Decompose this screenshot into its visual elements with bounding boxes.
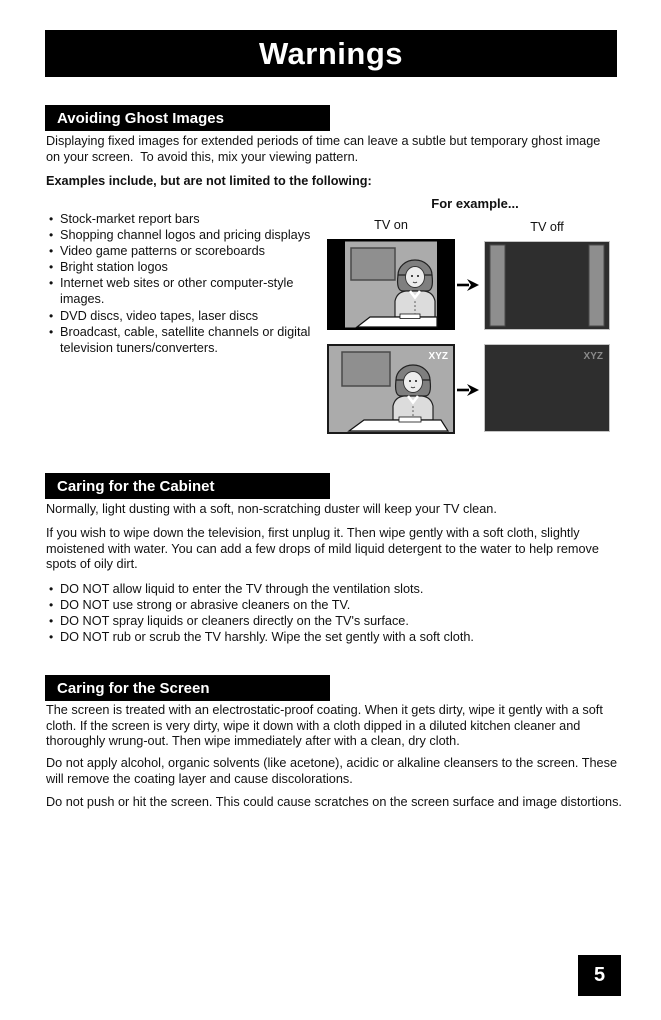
station-logo-text: XYZ [428, 351, 448, 362]
list-item: • Bright station logos [46, 259, 331, 275]
ghost-logo-screen-icon [484, 344, 610, 432]
tv-off-ghost-logo-illustration [484, 344, 610, 432]
list-item: • DO NOT rub or scrub the TV harshly. Wipe the set gently with a soft cloth. [46, 629, 621, 645]
ghost-intro-paragraph: Displaying fixed images for extended periods of time can leave a subtle but temporary ghost image on your screen. To avoid this, mix your viewing pattern. [46, 134, 604, 164]
tv-on-logo-illustration [327, 344, 455, 434]
ghost-examples-list [46, 211, 331, 356]
list-item: • Broadcast, cable, satellite channels or digital television tuners/converters. [46, 324, 331, 356]
list-item: • DO NOT use strong or abrasive cleaners on the TV. [46, 597, 621, 613]
list-item: • Shopping channel logos and pricing displays [46, 227, 331, 243]
tv-on-label: TV on [374, 218, 408, 232]
list-item: • Stock-market report bars [46, 211, 331, 227]
section-heading-ghost-images: Avoiding Ghost Images [45, 105, 330, 131]
arrow-right-icon [456, 382, 480, 398]
tv-off-ghost-bars-illustration [484, 241, 610, 330]
tv-on-pillarbox-illustration [327, 239, 455, 330]
page-title: Warnings [45, 30, 617, 77]
section-heading-screen: Caring for the Screen [45, 675, 330, 701]
ghost-bars-screen-icon [484, 241, 610, 330]
page-number-badge: 5 [578, 955, 621, 996]
ghost-station-logo-text: XYZ [583, 351, 603, 362]
cabinet-donot-list [46, 581, 621, 645]
list-item: • Internet web sites or other computer-style images. [46, 275, 331, 307]
list-item: • DVD discs, video tapes, laser discs [46, 308, 331, 324]
list-item: • DO NOT spray liquids or cleaners directly on the TV's surface. [46, 613, 621, 629]
news-anchor-scene-logo-icon [327, 344, 455, 434]
screen-paragraph-2: Do not apply alcohol, organic solvents (like acetone), acidic or alkaline cleansers to the screen. These will remove the coating layer and cause discolorations. [46, 756, 621, 786]
ghost-examples-lead: Examples include, but are not limited to the following: [46, 174, 372, 188]
arrow-right-icon [456, 277, 480, 293]
news-anchor-scene-icon [327, 239, 455, 330]
list-item: • DO NOT allow liquid to enter the TV through the ventilation slots. [46, 581, 621, 597]
cabinet-paragraph-1: Normally, light dusting with a soft, non-scratching duster will keep your TV clean. [46, 502, 497, 516]
list-item: • Video game patterns or scoreboards [46, 243, 331, 259]
cabinet-paragraph-2: If you wish to wipe down the television, first unplug it. Then wipe gently with a soft cloth, slightly moistened with water. You can add a few drops of mild liquid detergent to the water to help remove spots of oily dirt. [46, 526, 603, 572]
screen-paragraph-3: Do not push or hit the screen. This could cause scratches on the screen surface and image distortions. [46, 795, 622, 809]
section-heading-cabinet: Caring for the Cabinet [45, 473, 330, 499]
screen-paragraph-1: The screen is treated with an electrostatic-proof coating. When it gets dirty, wipe it gently with a soft cloth. If the screen is very dirty, wipe it down with a cloth dipped in a diluted kitchen cleaner and thoroughly wrung-out. Then wipe immediately after with a clean, dry cloth. [46, 703, 607, 749]
figure-caption-for-example: For example... [431, 196, 519, 211]
tv-off-label: TV off [530, 220, 564, 234]
